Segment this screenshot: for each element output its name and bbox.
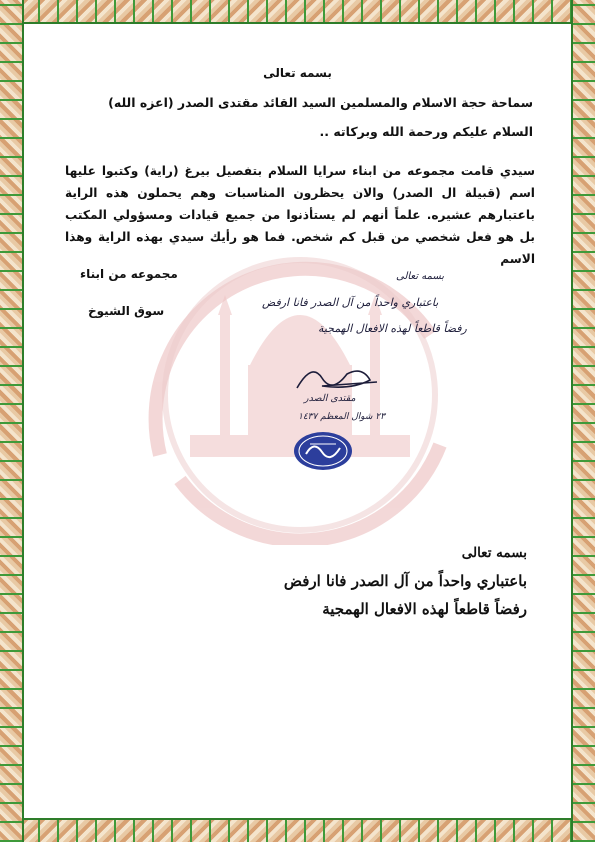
decorative-border-bottom [0, 818, 595, 842]
handwritten-basmala: بسمه تعالى [396, 271, 445, 282]
typed-reply-basmala: بسمه تعالى [461, 545, 527, 561]
letter-greeting: السلام عليكم ورحمة الله وبركاته .. [319, 124, 533, 139]
letter-basmala: بسمه تعالى [263, 66, 332, 80]
handwritten-reply-line2: رفضاً قاطعاً لهذه الافعال الهمجية [318, 322, 467, 335]
handwritten-signature-icon [292, 360, 382, 394]
decorative-border-left [0, 0, 24, 842]
letter-body: سيدي قامت مجموعه من ابناء سرايا السلام بتفصيل بيرغ (راية) وكتبوا عليها اسم (قبيلة ال الصدر) والان يحظرون المناسبات وهم يحملون هذه الراية باعتبارهم عشيره. علماً أنهم لم يستأذنوا من جميع قيادات ومسؤولي المكتب بل هو فعل شخصي من قبل كم شخص. فما هو رأيك سيدي بهذه الراية وهذا الاسم [65, 164, 535, 266]
typed-reply-line1: باعتباري واحداً من آل الصدر فانا ارفض [283, 572, 527, 590]
handwritten-date: ٢٣ شوال المعظم ١٤٣٧ [298, 412, 385, 422]
letter-addressee: سماحة حجة الاسلام والمسلمين السيد القائد مقتدى الصدر (اعزه الله) [108, 95, 533, 110]
handwritten-office: مقتدى الصدر [304, 393, 356, 404]
shrine-watermark-icon [130, 245, 470, 545]
typed-reply-line2: رفضاً قاطعاً لهذه الافعال الهمجية [322, 600, 527, 618]
handwritten-reply-line1: باعتباري واحداً من آل الصدر فانا ارفض [262, 296, 439, 309]
letter-signature-place: سوق الشيوخ [88, 304, 165, 318]
official-stamp-icon [292, 430, 354, 472]
decorative-border-right [571, 0, 595, 842]
letter-signature-group: مجموعه من ابناء [80, 267, 178, 281]
decorative-border-top [0, 0, 595, 24]
